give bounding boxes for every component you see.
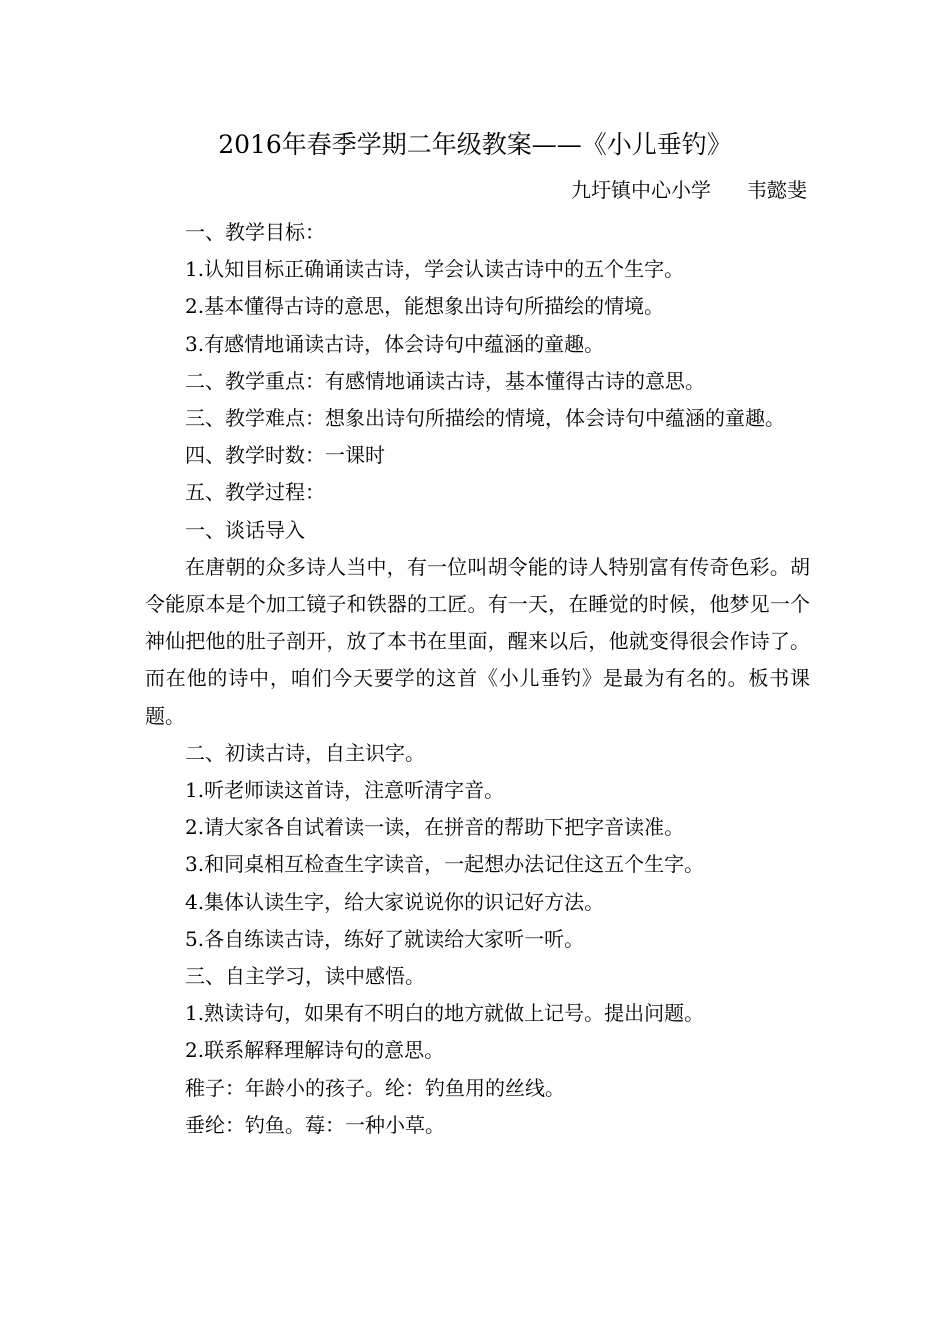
paragraph: 3.和同桌相互检查生字读音，一起想办法记住这五个生字。: [185, 852, 705, 877]
paragraph: 1.认知目标正确诵读古诗，学会认读古诗中的五个生字。: [185, 257, 685, 282]
paragraph: 2.联系解释理解诗句的意思。: [185, 1038, 445, 1063]
author-line: [571, 176, 807, 204]
paragraph: 二、初读古诗，自主识字。: [185, 740, 425, 765]
paragraph: 3.有感情地诵读古诗，体会诗句中蕴涵的童趣。: [185, 331, 605, 356]
paragraph: 二、教学重点：有感情地诵读古诗，基本懂得古诗的意思。: [185, 368, 705, 393]
paragraph: 五、教学过程：: [185, 480, 325, 505]
author-school: 九圩镇中心小学: [571, 178, 711, 202]
paragraph: 1.熟读诗句，如果有不明白的地方就做上记号。提出问题。: [185, 1001, 705, 1026]
paragraph: 一、教学目标：: [185, 220, 325, 244]
paragraph: 2.请大家各自试着读一读，在拼音的帮助下把字音读准。: [185, 815, 685, 840]
paragraph: 2.基本懂得古诗的意思，能想象出诗句所描绘的情境。: [185, 294, 665, 319]
paragraph: 1.听老师读这首诗，注意听清字音。: [185, 778, 505, 803]
paragraph: 5.各自练读古诗，练好了就读给大家听一听。: [185, 926, 585, 951]
paragraph: 垂纶：钓鱼。莓：一种小草。: [185, 1112, 445, 1137]
paragraph: 四、教学时数：一课时: [185, 443, 385, 468]
paragraph: 一、谈话导入: [185, 517, 305, 542]
document-body: [145, 214, 810, 1144]
paragraph: 4.集体认读生字，给大家说说你的识记好方法。: [185, 889, 605, 914]
paragraph: 三、教学难点：想象出诗句所描绘的情境，体会诗句中蕴涵的童趣。: [185, 406, 785, 431]
paragraph: 稚子：年龄小的孩子。纶：钓鱼用的丝线。: [185, 1075, 565, 1100]
paragraph: 三、自主学习，读中感悟。: [185, 964, 425, 989]
author-name: 韦懿斐: [747, 178, 807, 202]
paragraph: 在唐朝的众多诗人当中，有一位叫胡令能的诗人特别富有传奇色彩。胡令能原本是个加工镜子和铁器的工匠。有一天，在睡觉的时候，他梦见一个神仙把他的肚子剖开，放了本书在里面，醒来以后，他就变得很会作诗了。而在他的诗中，咱们今天要学的这首《小儿垂钓》是最为有名的。板书课题。: [145, 554, 810, 728]
document-title: 2016年春季学期二年级教案——《小儿垂钓》: [218, 130, 732, 159]
